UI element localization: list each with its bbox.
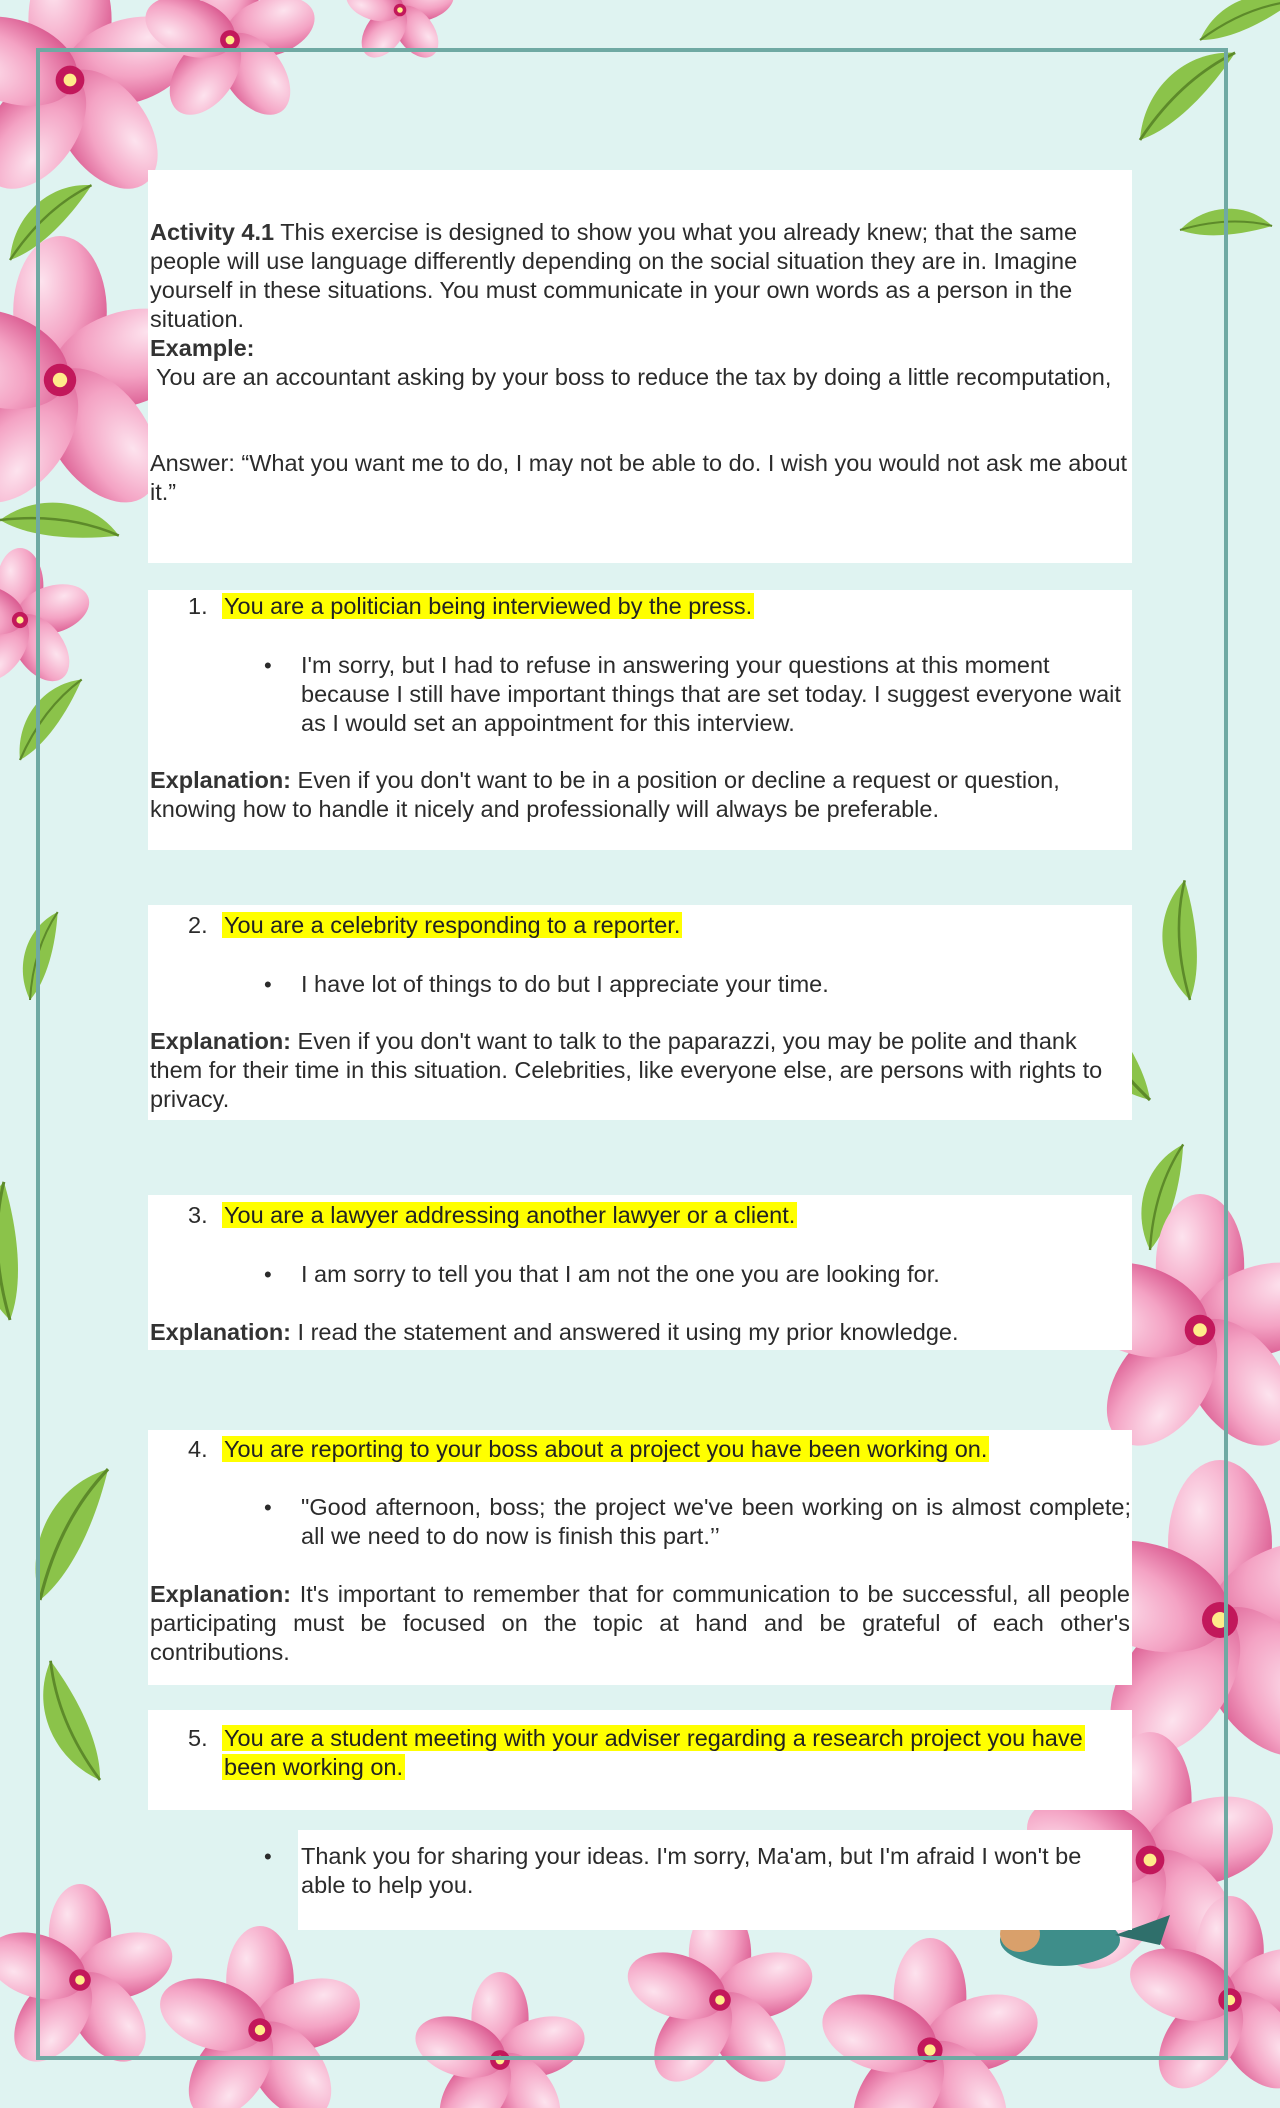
item-2-explanation-label: Explanation:: [150, 1028, 292, 1054]
item-2-prompt-text: You are a celebrity responding to a reporter.: [224, 912, 681, 938]
item-1-response: I'm sorry, but I had to refuse in answering your questions at this moment because I still have important things that are set today. I suggest everyone wait as I would set an appointment for this interview.: [301, 652, 1121, 736]
item-1-number: 1.: [188, 593, 208, 619]
item-3-prompt: [222, 1201, 797, 1230]
item-1-explanation-label: Explanation:: [150, 767, 292, 793]
item-4-explanation-text: It's important to remember that for communication to be successful, all people participating must be focused on the topic at hand and be grateful of each other's contributions.: [150, 1581, 1130, 1665]
item-2-prompt: [222, 911, 682, 940]
item-3-bullet: •: [264, 1262, 272, 1287]
item-4-response: "Good afternoon, boss; the project we've been working on is almost complete; all we need to do now is finish this part.’’: [301, 1494, 1131, 1549]
example-answer: Answer: “What you want me to do, I may not be able to do. I wish you would not ask me about it.”: [150, 450, 1128, 505]
item-5-prompt: [222, 1724, 1132, 1782]
item-2-explanation-text: Even if you don't want to talk to the paparazzi, you may be polite and thank them for their time in this situation. Celebrities, like everyone else, are persons with rights to privacy.: [150, 1028, 1103, 1112]
activity-intro-text: This exercise is designed to show you what you already knew; that the same people will use language differently depending on the social situation they are in. Imagine yourself in these situations. You must communicate in your own words as a person in the situation.: [150, 219, 1078, 332]
item-3-explanation-text: I read the statement and answered it using my prior knowledge.: [297, 1319, 959, 1345]
item-5-number: 5.: [188, 1725, 208, 1751]
activity-intro: [150, 218, 1130, 334]
item-1-prompt: [222, 592, 754, 621]
example-text: You are an accountant asking by your boss to reduce the tax by doing a little recomputation,: [156, 364, 1112, 390]
item-1-bullet: •: [264, 653, 272, 678]
item-5-bullet: •: [264, 1844, 272, 1869]
item-4-bullet: •: [264, 1495, 272, 1520]
item-3-explanation: [150, 1318, 1130, 1347]
item-2-explanation: [150, 1027, 1130, 1114]
item-2-bullet: •: [264, 972, 272, 997]
item-1-prompt-text: You are a politician being interviewed by the press.: [224, 593, 753, 619]
item-5-prompt-line2: been working on.: [224, 1754, 403, 1780]
example-label: Example:: [150, 335, 255, 361]
item-1-explanation-text: Even if you don't want to be in a position or decline a request or question, knowing how to handle it nicely and professionally will always be preferable.: [150, 767, 1060, 822]
item-5-prompt-line1: You are a student meeting with your adviser regarding a research project you have: [224, 1725, 1083, 1751]
item-2-response: I have lot of things to do but I appreciate your time.: [301, 971, 829, 997]
item-4-prompt-text: You are reporting to your boss about a project you have been working on.: [224, 1436, 988, 1462]
item-1-explanation: [150, 766, 1130, 824]
item-3-prompt-text: You are a lawyer addressing another lawyer or a client.: [224, 1202, 796, 1228]
item-3-number: 3.: [188, 1202, 208, 1228]
item-4-explanation: [150, 1580, 1130, 1667]
item-4-prompt: [222, 1435, 989, 1464]
item-2-number: 2.: [188, 912, 208, 938]
item-3-explanation-label: Explanation:: [150, 1319, 292, 1345]
item-4-number: 4.: [188, 1436, 208, 1462]
item-5-response: Thank you for sharing your ideas. I'm sorry, Ma'am, but I'm afraid I won't be able to help you.: [301, 1843, 1082, 1898]
item-4-explanation-label: Explanation:: [150, 1581, 292, 1607]
item-3-response: I am sorry to tell you that I am not the one you are looking for.: [301, 1261, 940, 1287]
activity-label: Activity 4.1: [150, 219, 275, 245]
